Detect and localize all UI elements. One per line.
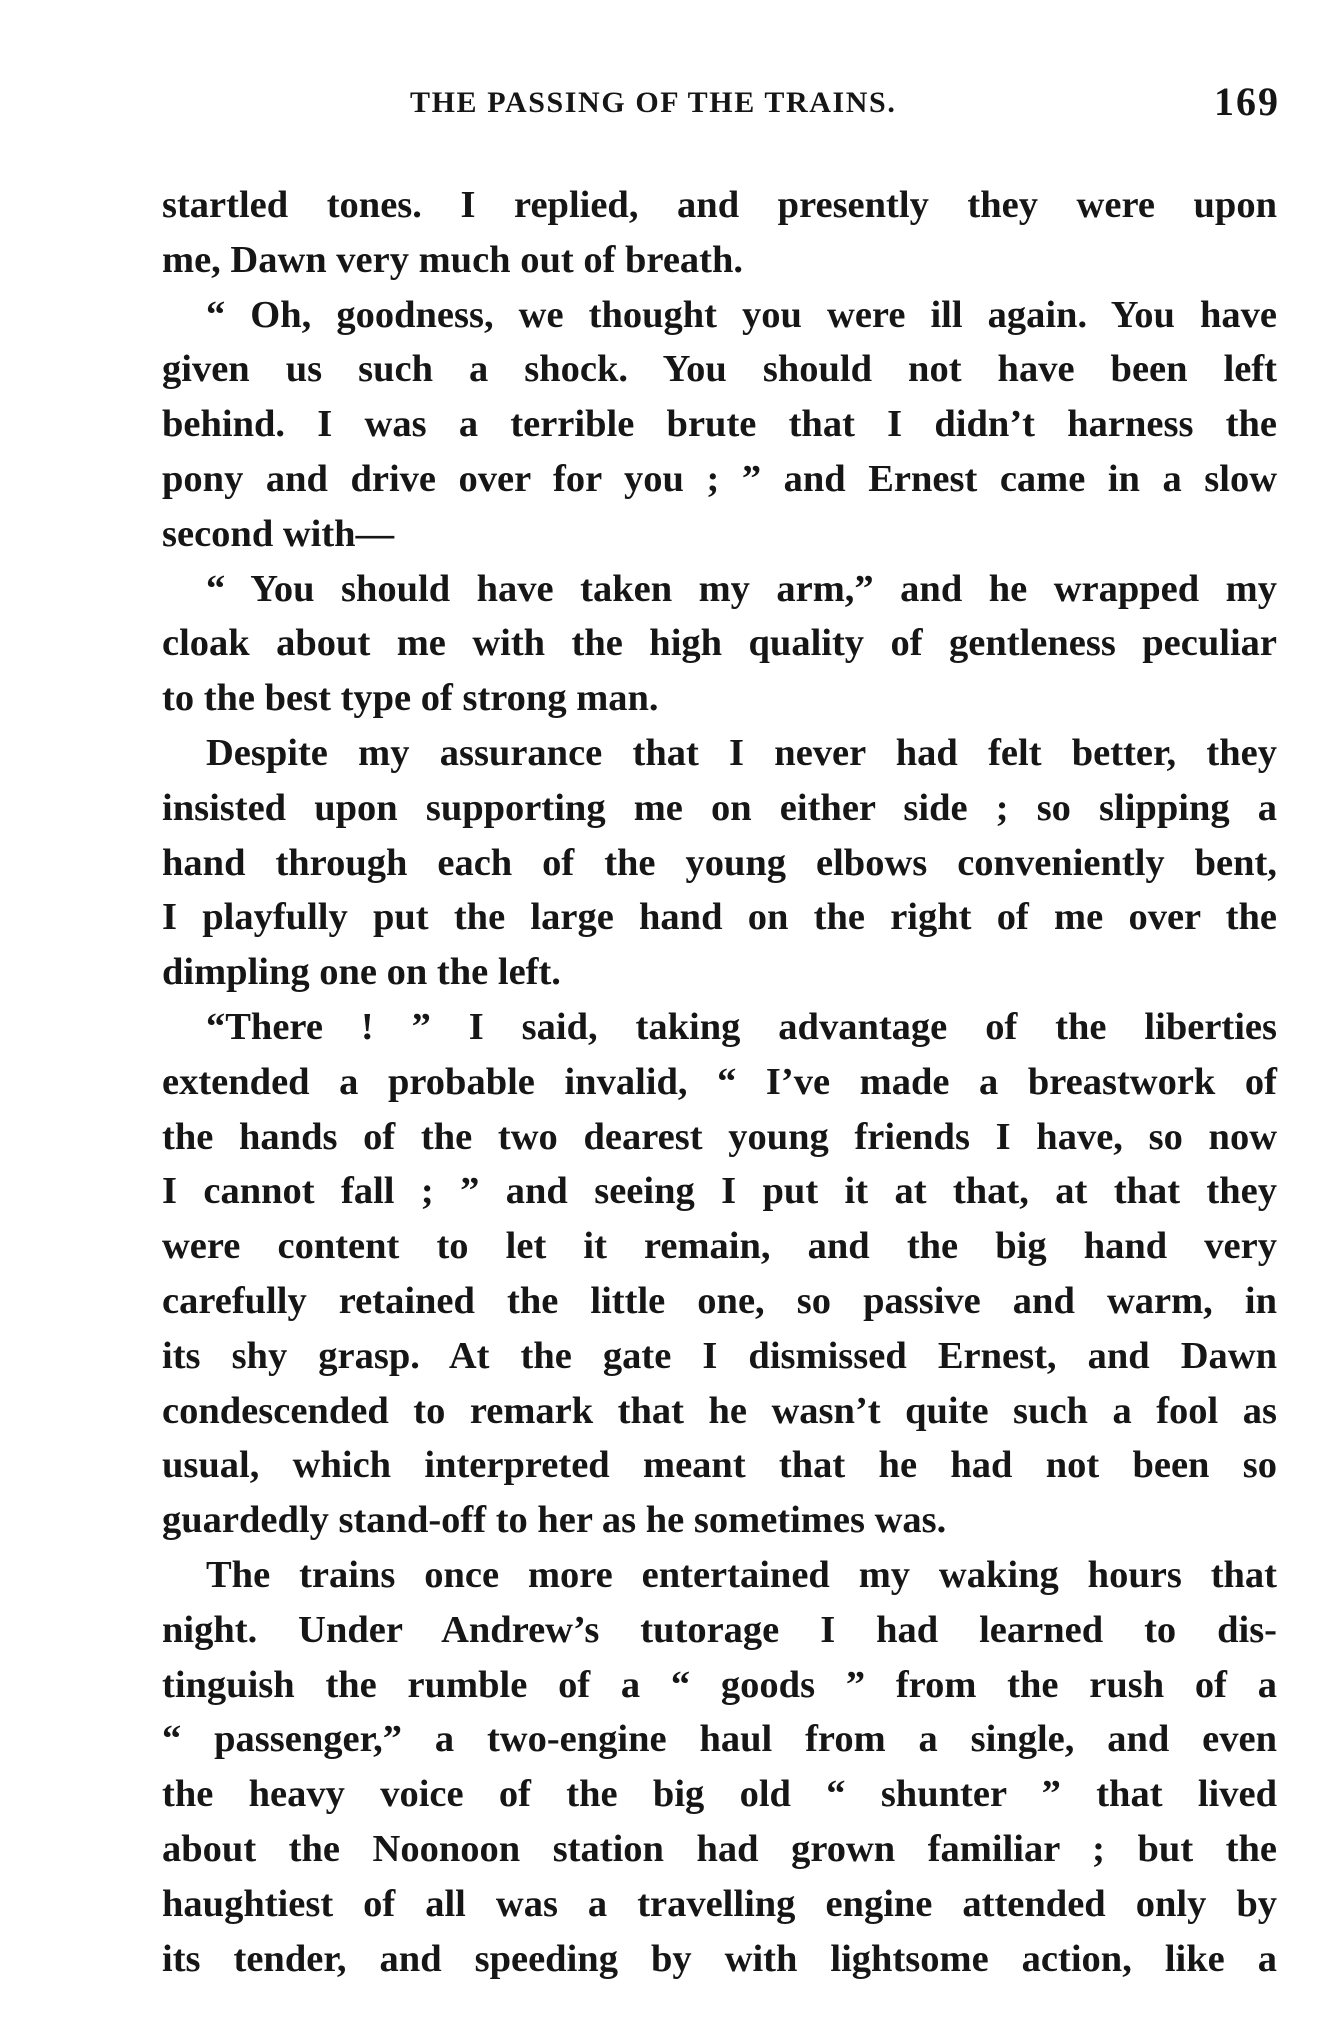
running-head — [160, 79, 1280, 132]
text-line: cloak about me with the high quality of gentleness peculiar — [162, 622, 1277, 665]
text-line: guardedly stand-off to her as he sometimes was. — [162, 1499, 947, 1542]
text-line: “ You should have taken my arm,” and he wrapped my — [206, 567, 1277, 610]
text-line: its tender, and speeding by with lightsome action, like a — [162, 1937, 1277, 1980]
text-line: extended a probable invalid, “ I’ve made a breastwork of — [162, 1060, 1277, 1103]
text-line: tinguish the rumble of a “ goods ” from the rush of a — [162, 1663, 1277, 1706]
text-line: about the Noonoon station had grown familiar ; but the — [162, 1827, 1277, 1870]
text-line: second with— — [162, 512, 395, 555]
page-number: 169 — [1214, 79, 1280, 124]
text-line: behind. I was a terrible brute that I didn’t harness the — [162, 403, 1277, 446]
text-line: condescended to remark that he wasn’t quite such a fool as — [162, 1389, 1277, 1432]
text-line: “ Oh, goodness, we thought you were ill again. You have — [206, 293, 1277, 336]
text-line: usual, which interpreted meant that he had not been so — [162, 1444, 1277, 1487]
body-text — [162, 178, 1277, 1986]
text-line: The trains once more entertained my waking hours that — [206, 1553, 1277, 1596]
text-line: Despite my assurance that I never had felt better, they — [206, 731, 1277, 774]
text-line: pony and drive over for you ; ” and Ernest came in a slow — [162, 457, 1277, 500]
text-line: given us such a shock. You should not have been left — [162, 348, 1277, 391]
text-line: I cannot fall ; ” and seeing I put it at that, at that they — [162, 1170, 1277, 1213]
text-line: hand through each of the young elbows conveniently bent, — [162, 841, 1277, 884]
text-line: insisted upon supporting me on either side ; so slipping a — [162, 786, 1277, 829]
text-line: its shy grasp. At the gate I dismissed Ernest, and Dawn — [162, 1334, 1277, 1377]
text-line: me, Dawn very much out of breath. — [162, 238, 744, 281]
text-line: night. Under Andrew’s tutorage I had learned to dis- — [162, 1608, 1277, 1651]
text-line: “ passenger,” a two-engine haul from a single, and even — [162, 1718, 1277, 1761]
text-line: startled tones. I replied, and presently they were upon — [162, 184, 1277, 226]
running-title: THE PASSING OF THE TRAINS. — [410, 86, 897, 119]
text-line: the heavy voice of the big old “ shunter ” that lived — [162, 1773, 1277, 1816]
text-line: I playfully put the large hand on the right of me over the — [162, 896, 1277, 939]
text-line: haughtiest of all was a travelling engine attended only by — [162, 1882, 1277, 1925]
text-line: dimpling one on the left. — [162, 951, 561, 994]
text-line: the hands of the two dearest young friends I have, so now — [162, 1115, 1277, 1158]
text-line: carefully retained the little one, so passive and warm, in — [162, 1279, 1277, 1322]
text-line: “There ! ” I said, taking advantage of the liberties — [206, 1005, 1277, 1048]
text-line: were content to let it remain, and the big hand very — [162, 1225, 1277, 1268]
text-line: to the best type of strong man. — [162, 677, 659, 720]
